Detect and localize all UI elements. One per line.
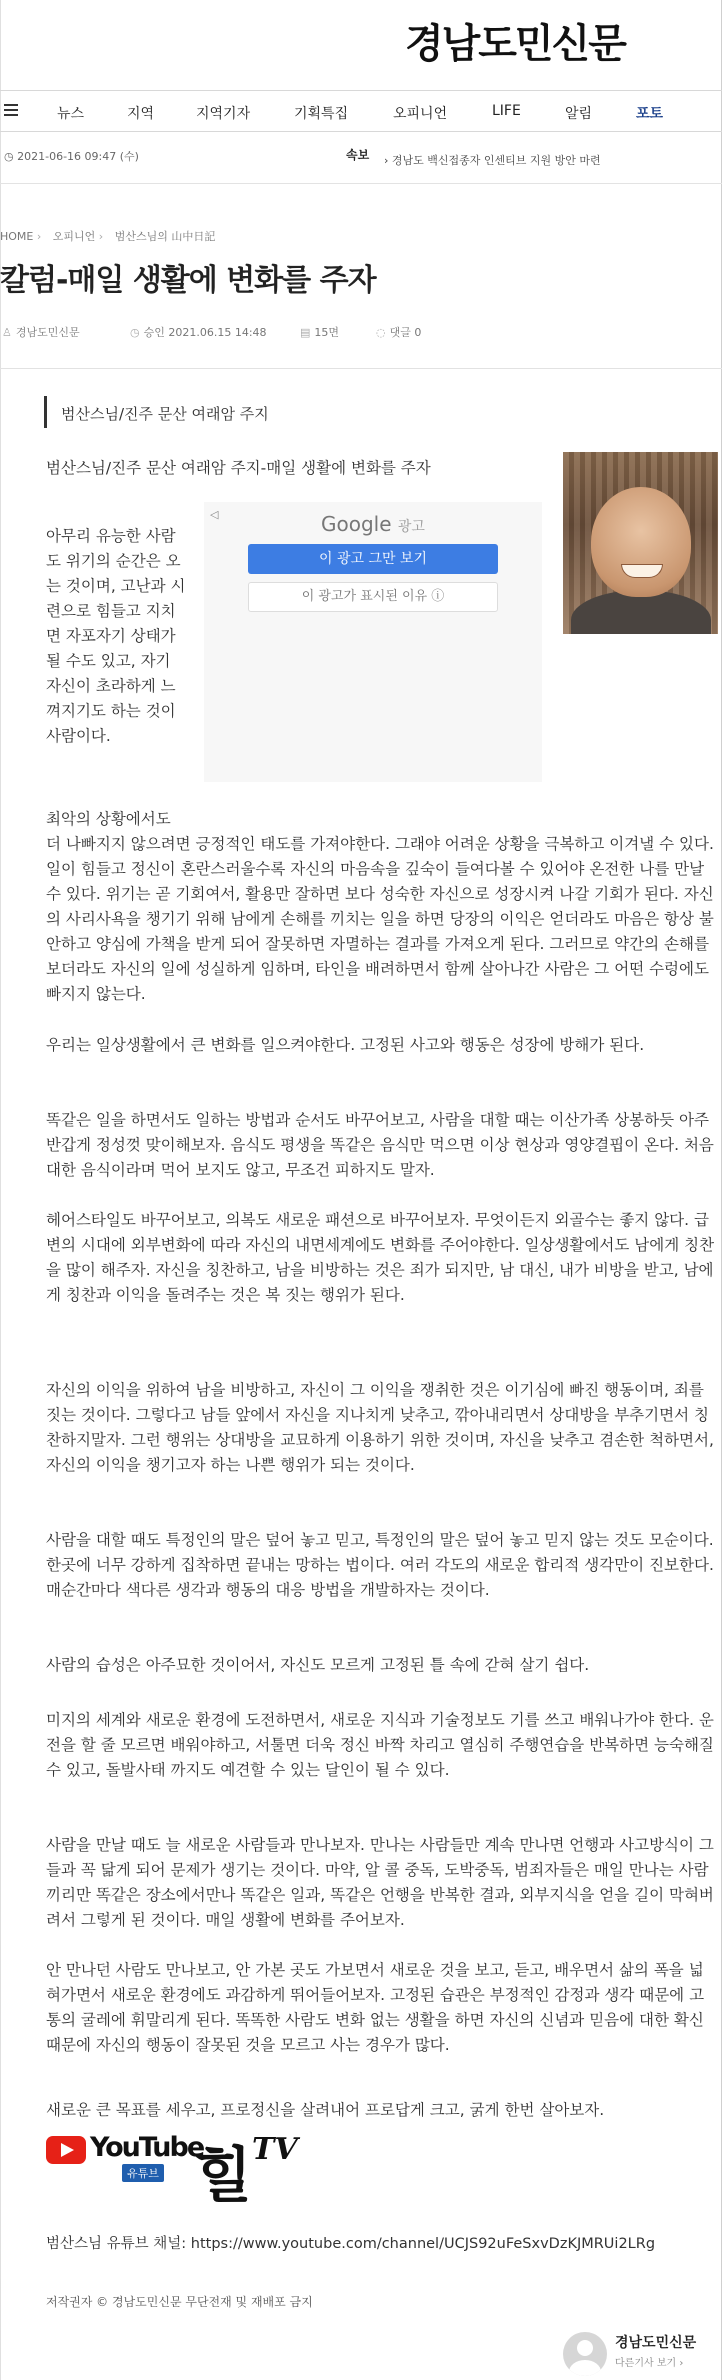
- why-ad-button[interactable]: 이 광고가 표시된 이유 ⓘ: [248, 582, 498, 612]
- meta-approved: ◷ 승인 2021.06.15 14:48: [130, 326, 267, 339]
- youtube-channel-link[interactable]: 범산스님 유튜브 채널: https://www.youtube.com/channel/UCJS92uFeSxvDzKJMRUi2LRg: [46, 2236, 656, 2252]
- article-byline: 범산스님/진주 문산 여래암 주지: [44, 396, 269, 428]
- nav-item-life[interactable]: LIFE: [492, 103, 521, 119]
- ad-brand: Google 광고: [321, 512, 425, 536]
- press-badge[interactable]: [563, 2328, 713, 2374]
- divider: [0, 368, 722, 369]
- article-lead: 범산스님/진주 문산 여래암 주지-매일 생활에 변화를 주자: [46, 459, 431, 477]
- back-icon[interactable]: ◁: [210, 508, 219, 521]
- article-paragraph: 사람을 대할 때도 특정인의 말은 덮어 놓고 믿고, 특정인의 말은 덮어 놓고 믿지 않는 것도 모순이다. 한곳에 너무 강하게 집착하면 끝내는 망하는 법이다. 여러 각도의 새로운 합리적 생각만이 진보한다. 매순간마다 색다른 생각과 행동의 대응 방법을 개발하자는 것이다.: [46, 1531, 714, 1599]
- copyright: 저작권자 © 경남도민신문 무단전재 및 재배포 금지: [46, 2295, 313, 2309]
- nav-item-photo[interactable]: 포토: [636, 106, 664, 122]
- nav-item-notice[interactable]: 알림: [565, 106, 593, 122]
- more-articles-link[interactable]: 다른기사 보기 ›: [615, 2358, 684, 2369]
- user-icon: ♙: [2, 326, 12, 339]
- article-paragraph: 미지의 세계와 새로운 환경에 도전하면서, 새로운 지식과 기술정보도 기를 쓰고 배워나가야 한다. 운전을 할 줄 모르면 배워야하고, 서툴면 더욱 정신 바짝 차리고 열심히 주행연습을 반복하면 능숙해질 수 있고, 돌발사태 까지도 예견할 수 있는 달인이 될 수 있다.: [46, 1711, 714, 1779]
- page-icon: ▤: [300, 326, 311, 339]
- breaking-news-ticker: [0, 132, 722, 184]
- clock-icon: ◷: [130, 326, 140, 339]
- ticker-datetime: ◷ 2021-06-16 09:47 (수): [4, 150, 139, 163]
- breadcrumb-home[interactable]: HOME: [0, 230, 34, 243]
- article-paragraph: 자신의 이익을 위하여 남을 비방하고, 자신이 그 이익을 쟁취한 것은 이기심에 빠진 행동이며, 죄를 짓는 것이다. 그렇다고 남들 앞에서 자신을 지나치게 낮추고, 깎아내리면서 상대방을 부추기면서 칭찬하지말자. 그런 행위는 상대방을 교묘하게 이용하기 위한 것이며, 자신을 낮추고 겸손한 척하면서, 자신의 이익을 챙기고자 하는 나쁜 행위가 되는 것이다.: [46, 1381, 714, 1474]
- article-paragraph: 안 만나던 사람도 만나보고, 안 가본 곳도 가보면서 새로운 것을 보고, 듣고, 배우면서 삶의 폭을 넓혀가면서 새로운 환경에도 과감하게 뛰어들어보자. 고정된 습관은 부정적인 감정과 생각 때문에 고통의 굴레에 휘말리게 된다. 똑똑한 사람도 변화 없는 생활을 하면 자신의 신념과 믿음에 대한 확신 때문에 자신의 행동이 잘못된 것을 모르고 사는 경우가 많다.: [46, 1961, 705, 2054]
- comment-icon: ◌: [376, 326, 386, 339]
- breadcrumb-column[interactable]: 범산스님의 山中日記: [114, 230, 216, 243]
- stop-ad-button[interactable]: 이 광고 그만 보기: [248, 544, 498, 574]
- chevron-right-icon: ›: [384, 154, 392, 167]
- nav-item-special[interactable]: 기획특집: [294, 106, 349, 122]
- nav-item-region-reporter[interactable]: 지역기자: [196, 106, 251, 122]
- ticker-label: 속보: [346, 148, 370, 162]
- meta-author: ♙ 경남도민신문: [2, 326, 80, 339]
- nav-item-region[interactable]: 지역: [127, 106, 155, 122]
- meta-page: ▤ 15면: [300, 326, 340, 339]
- heal-tv-logo[interactable]: 힐 TV: [194, 2132, 298, 2211]
- main-nav: [0, 90, 722, 132]
- article-paragraph: 똑같은 일을 하면서도 일하는 방법과 순서도 바꾸어보고, 사람을 대할 때는 이산가족 상봉하듯 아주 반갑게 정성껏 맞이해보자. 음식도 평생을 똑같은 음식만 먹으면 이상 현상과 영양결핍이 온다. 처음대한 음식이라며 먹어 보지도 않고, 무조건 피하지도 말자.: [46, 1111, 714, 1179]
- youtube-logo[interactable]: YouTube 유튜브: [46, 2130, 176, 2184]
- breadcrumb-separator-icon: ›: [98, 230, 107, 243]
- clock-icon: ◷: [4, 150, 18, 163]
- avatar: [563, 2332, 607, 2376]
- article-paragraph: 최악의 상황에서도 더 나빠지지 않으려면 긍정적인 태도를 가져야한다. 그래야 어려운 상황을 극복하고 이겨낼 수 있다. 일이 힘들고 정신이 혼란스러울수록 자신의 마음속을 깊숙이 들여다볼 수 있어야 온전한 나를 만날 수 있다. 위기는 곧 기회여서, 활용만 잘하면 보다 성숙한 자신으로 성장시켜 나갈 기회가 된다. 자신의 사리사욕을 챙기기 위해 남에게 손해를 끼치는 일을 하면 당장의 이익은 얻더라도 마음은 항상 불안하고 양심에 가책을 받게 되어 잘못하면 자멸하는 결과를 가져오게 된다. 그러므로 약간의 손해를 보더라도 자신의 일에 성실하게 임하며, 타인을 배려하면서 함께 살아나간 사람은 그 어떤 수렁에도 빠지지 않는다.: [46, 810, 714, 1003]
- article-title: 칼럼-매일 생활에 변화를 주자: [0, 263, 376, 298]
- ad-unit: [204, 502, 542, 782]
- article-intro: 아무리 유능한 사람도 위기의 순간은 오는 것이며, 고난과 시련으로 힘들고 지치면 자포자기 상태가 될 수도 있고, 자기 자신이 초라하게 느껴지기도 하는 것이 사람이다.: [46, 527, 186, 745]
- nav-item-news[interactable]: 뉴스: [57, 106, 85, 122]
- article-paragraph: 새로운 큰 목표를 세우고, 프로정신을 살려내어 프로답게 크고, 굵게 한번 살아보자.: [46, 2101, 605, 2119]
- author-photo: [563, 452, 718, 634]
- youtube-play-icon: [46, 2136, 86, 2164]
- breadcrumb-section[interactable]: 오피니언: [52, 230, 96, 243]
- article-paragraph: 우리는 일상생활에서 큰 변화를 일으켜야한다. 고정된 사고와 행동은 성장에 방해가 된다.: [46, 1036, 645, 1054]
- nav-item-opinion[interactable]: 오피니언: [393, 106, 448, 122]
- breadcrumb-separator-icon: ›: [36, 230, 45, 243]
- article-paragraph: 사람을 만날 때도 늘 새로운 사람들과 만나보자. 만나는 사람들만 계속 만나면 언행과 사고방식이 그들과 꼭 닮게 되어 문제가 생기는 것이다. 마약, 알 콜 중독, 도박중독, 범죄자들은 매일 만나는 사람끼리만 똑같은 장소에서만나 똑같은 일과, 똑같은 언행을 반복한 결과, 외부지식을 얻을 길이 막혀버려서 그렇게 된 것이다. 매일 생활에 변화를 주어보자.: [46, 1836, 714, 1929]
- menu-icon[interactable]: [4, 104, 18, 116]
- meta-comments[interactable]: ◌ 댓글 0: [376, 326, 422, 339]
- press-name: 경남도민신문: [615, 2335, 697, 2351]
- article-paragraph: 사람의 습성은 아주묘한 것이어서, 자신도 모르게 고정된 틀 속에 갇혀 살기 쉽다.: [46, 1656, 590, 1674]
- breadcrumb: [0, 228, 215, 244]
- site-logo[interactable]: 경남도민신문: [405, 21, 625, 67]
- ticker-headline[interactable]: › 경남도 백신접종자 인센티브 지원 방안 마련: [384, 154, 601, 167]
- article-meta: [0, 320, 722, 350]
- article-paragraph: 헤어스타일도 바꾸어보고, 의복도 새로운 패션으로 바꾸어보자. 무엇이든지 외골수는 좋지 않다. 급변의 시대에 외부변화에 따라 자신의 내면세계에도 변화를 주어야한다. 일상생활에서도 남에게 칭찬을 많이 해주자. 자신을 칭찬하고, 남을 비방하는 것은 죄가 되지만, 남 대신, 내가 비방을 받고, 남에게 칭찬과 이익을 돌려주는 것은 복 짓는 행위가 된다.: [46, 1211, 715, 1304]
